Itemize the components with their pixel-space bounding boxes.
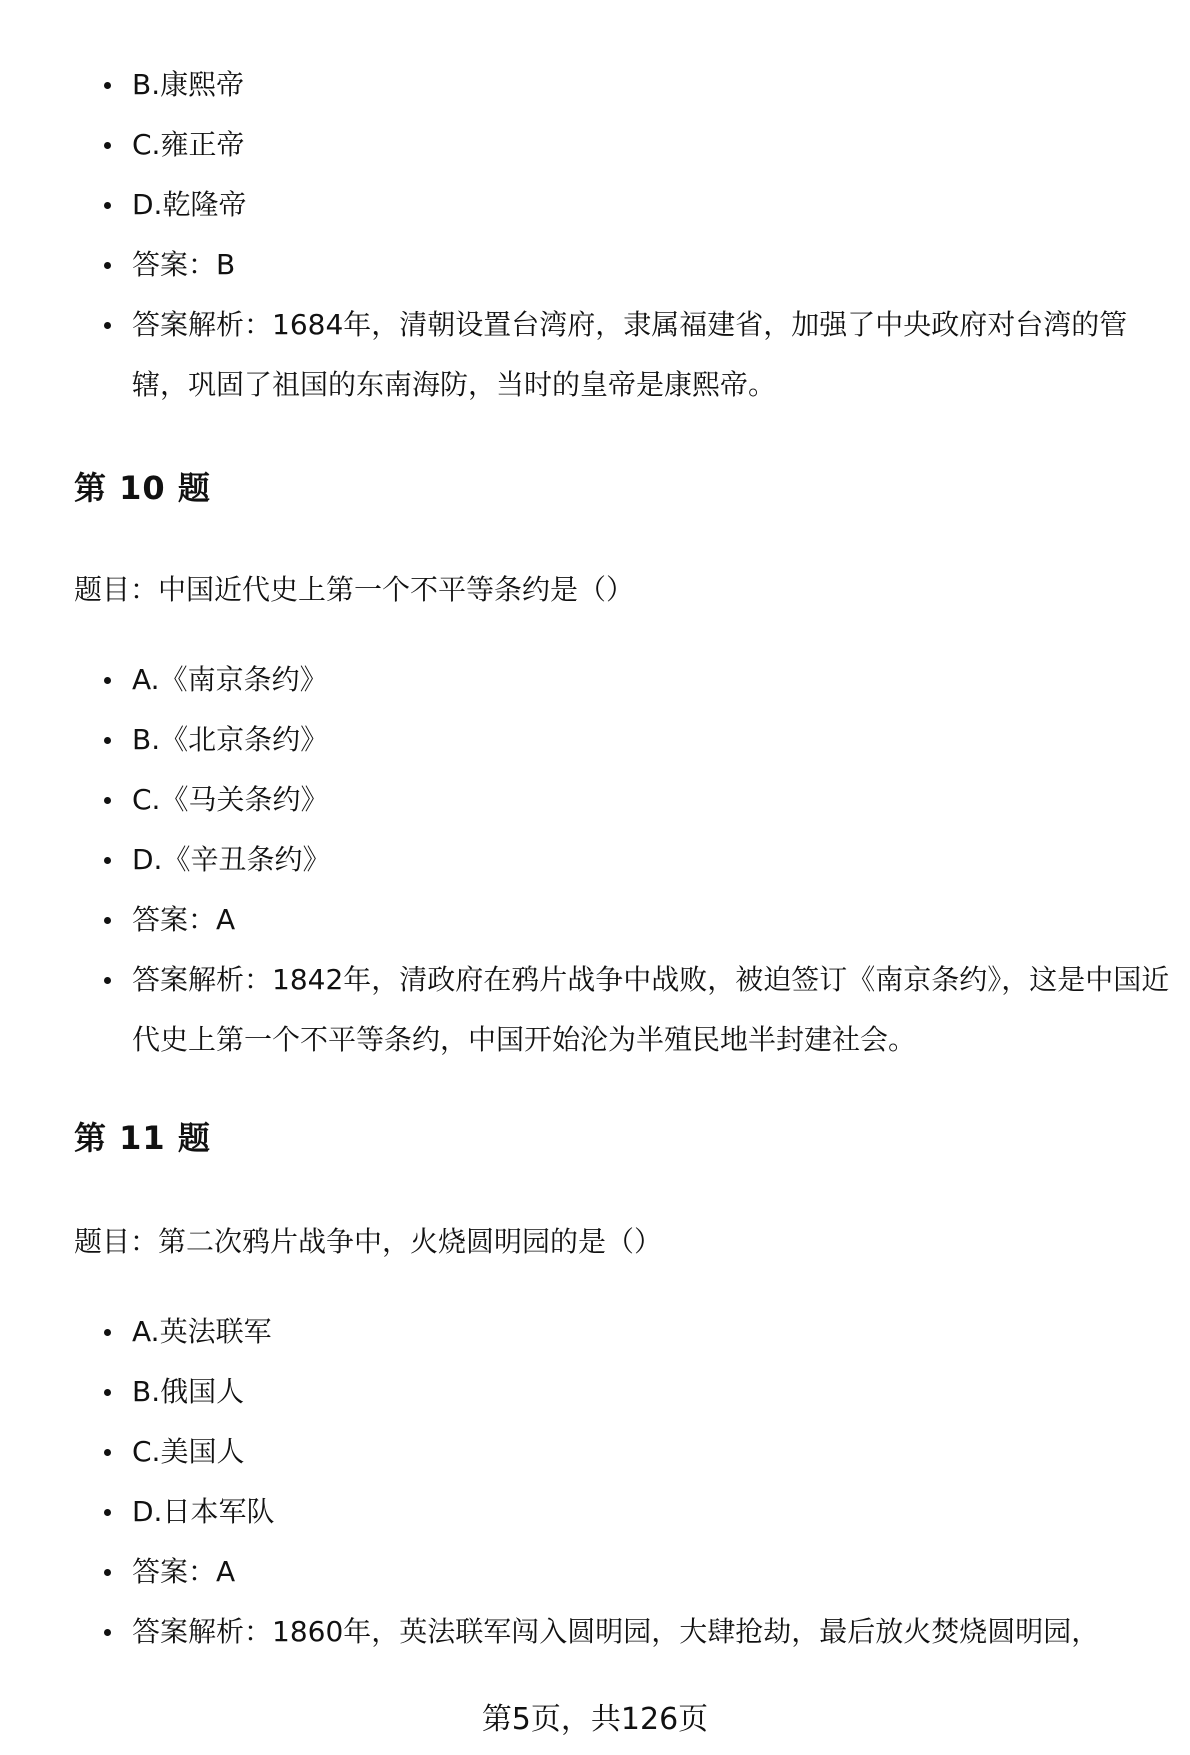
bullet-icon [104,142,111,149]
option-text: B.俄国人 [132,1375,245,1408]
option-item [100,1302,1170,1362]
explanation-item [100,1602,1170,1662]
bullet-icon [104,1389,111,1396]
option-item [100,55,1170,115]
bullet-icon [104,1629,111,1636]
option-item [100,1482,1170,1542]
option-text: D.乾隆帝 [132,188,247,221]
question-heading: 第 10 题 [74,469,211,507]
answer-item [100,235,1170,295]
option-item [100,115,1170,175]
explanation-text: 答案解析：1860年，英法联军闯入圆明园，大肆抢劫，最后放火焚烧圆明园， [132,1615,1100,1648]
prev-question-list [100,55,1170,415]
option-text: B.康熙帝 [132,68,245,101]
option-item [100,175,1170,235]
option-item [100,1362,1170,1422]
bullet-icon [104,857,111,864]
explanation-item [100,950,1170,1070]
bullet-icon [104,797,111,804]
option-item [100,710,1170,770]
bullet-icon [104,977,111,984]
bullet-icon [104,262,111,269]
answer-item [100,1542,1170,1602]
question-stem: 题目：第二次鸦片战争中，火烧圆明园的是（） [74,1225,663,1258]
answer-text: 答案：B [132,248,236,281]
explanation-text: 答案解析：1842年，清政府在鸦片战争中战败，被迫签订《南京条约》，这是中国近代史上第一个不平等条约，中国开始沦为半殖民地半封建社会。 [132,963,1170,1056]
bullet-icon [104,1509,111,1516]
page-number-footer: 第5页，共126页 [481,1702,709,1737]
question-heading: 第 11 题 [74,1119,211,1157]
bullet-icon [104,737,111,744]
option-item [100,770,1170,830]
bullet-icon [104,1449,111,1456]
answer-item [100,890,1170,950]
q11-list [100,1302,1170,1662]
option-text: C.《马关条约》 [132,783,329,816]
answer-text: 答案：A [132,1555,236,1588]
bullet-icon [104,82,111,89]
explanation-text: 答案解析：1684年，清朝设置台湾府，隶属福建省，加强了中央政府对台湾的管辖，巩固了祖国的东南海防，当时的皇帝是康熙帝。 [132,308,1128,401]
bullet-icon [104,1569,111,1576]
bullet-icon [104,677,111,684]
option-text: D.《辛丑条约》 [132,843,331,876]
answer-text: 答案：A [132,903,236,936]
bullet-icon [104,202,111,209]
question-stem: 题目：中国近代史上第一个不平等条约是（） [74,573,635,606]
option-item [100,650,1170,710]
q10-list [100,650,1170,1070]
option-text: D.日本军队 [132,1495,275,1528]
option-text: A.英法联军 [132,1315,272,1348]
option-text: A.《南京条约》 [132,663,328,696]
option-text: B.《北京条约》 [132,723,329,756]
bullet-icon [104,917,111,924]
option-text: C.雍正帝 [132,128,245,161]
explanation-item [100,295,1170,415]
bullet-icon [104,1329,111,1336]
bullet-icon [104,322,111,329]
option-item [100,1422,1170,1482]
option-item [100,830,1170,890]
option-text: C.美国人 [132,1435,245,1468]
